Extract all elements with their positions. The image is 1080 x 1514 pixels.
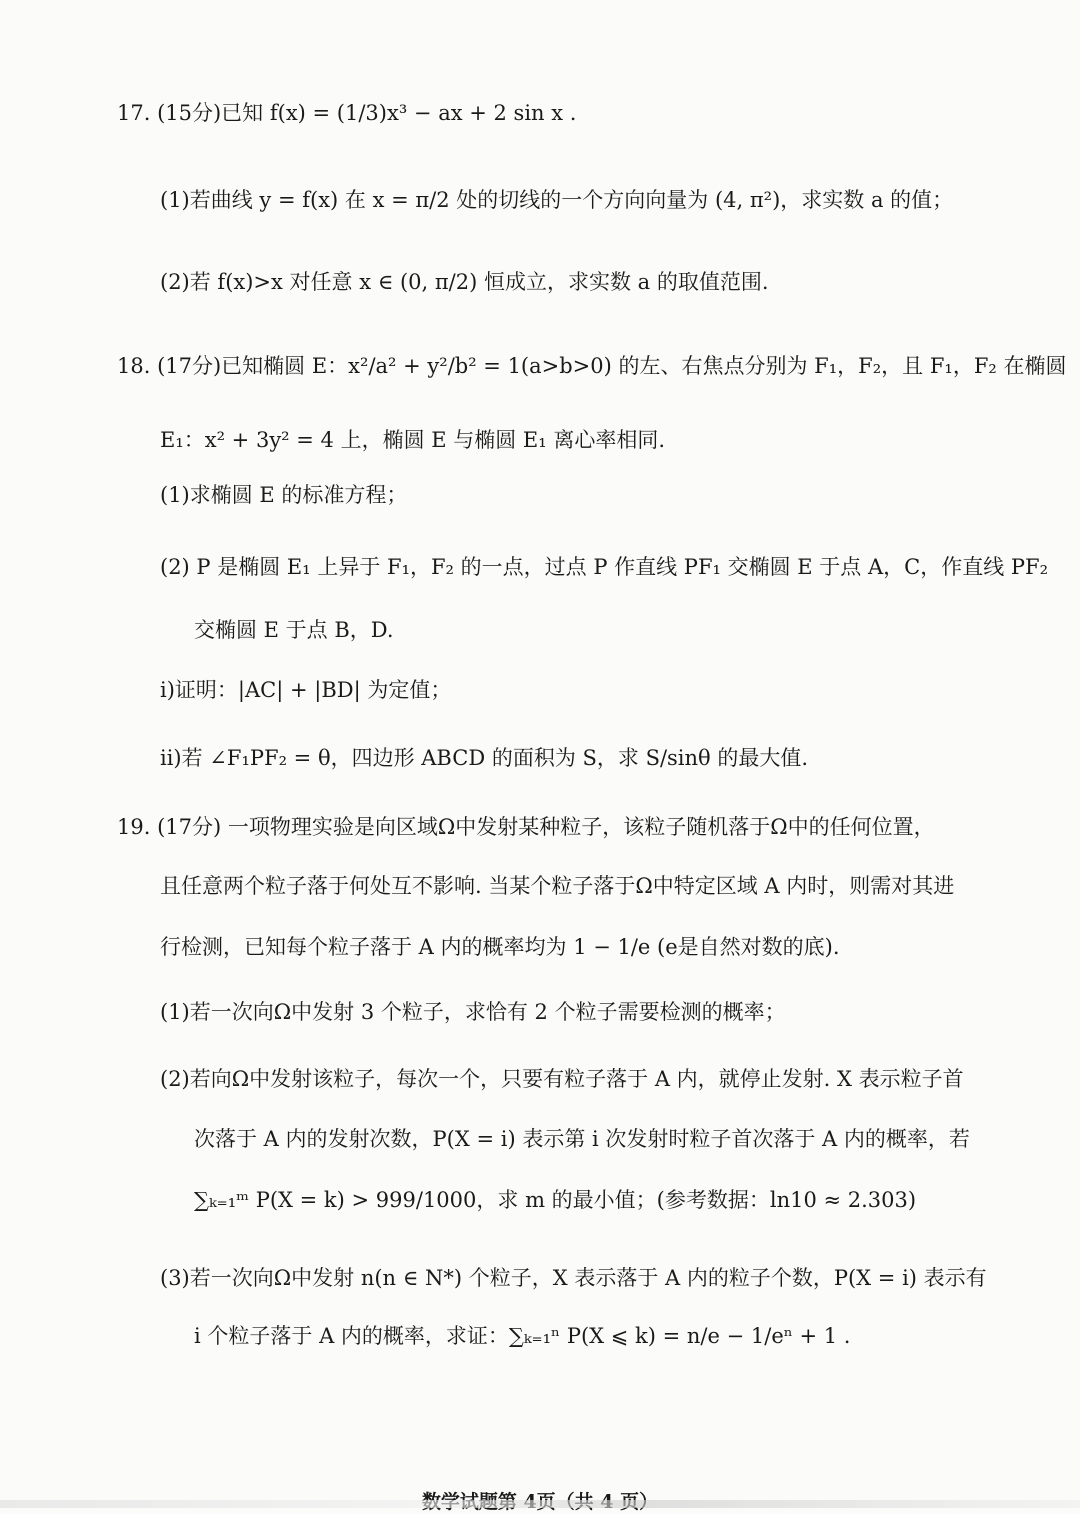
q18-stem-line1: 18. (17分)已知椭圆 E：x²/a² + y²/b² = 1(a>b>0) 的左、右焦点分别为 F₁，F₂，且 F₁，F₂ 在椭圆 bbox=[117, 354, 1067, 378]
q19-part3-line2: i 个粒子落于 A 内的概率，求证：∑ₖ₌₁ⁿ P(X ⩽ k) = n/e − 1/eⁿ + 1 . bbox=[194, 1324, 851, 1348]
q19-part3-line1: (3)若一次向Ω中发射 n(n ∈ N*) 个粒子，X 表示落于 A 内的粒子个数，P(X = i) 表示有 bbox=[160, 1266, 987, 1290]
q17-part1: (1)若曲线 y = f(x) 在 x = π/2 处的切线的一个方向向量为 (4, π²)，求实数 a 的值； bbox=[160, 188, 954, 212]
q18-part2-i: ⅰ)证明：|AC| + |BD| 为定值； bbox=[160, 678, 452, 702]
q19-part2-line3: ∑ₖ₌₁ᵐ P(X = k) > 999/1000，求 m 的最小值；(参考数据：ln10 ≈ 2.303) bbox=[194, 1188, 917, 1212]
q17-stem: 17. (15分)已知 f(x) = (1/3)x³ − ax + 2 sin x . bbox=[117, 101, 577, 125]
q19-stem-line2: 且任意两个粒子落于何处互不影响. 当某个粒子落于Ω中特定区域 A 内时，则需对其进 bbox=[160, 874, 955, 898]
scan-smudge bbox=[0, 1500, 1080, 1508]
q19-part1: (1)若一次向Ω中发射 3 个粒子，求恰有 2 个粒子需要检测的概率； bbox=[160, 1000, 786, 1024]
q19-part2-line2: 次落于 A 内的发射次数，P(X = i) 表示第 i 次发射时粒子首次落于 A 内的概率，若 bbox=[194, 1127, 970, 1151]
q18-part2-line2: 交椭圆 E 于点 B，D. bbox=[194, 618, 394, 642]
q18-part2-ii: ⅱ)若 ∠F₁PF₂ = θ，四边形 ABCD 的面积为 S，求 S/sinθ 的最大值. bbox=[160, 746, 809, 770]
q18-part1: (1)求椭圆 E 的标准方程； bbox=[160, 483, 408, 507]
q18-part2-line1: (2) P 是椭圆 E₁ 上异于 F₁，F₂ 的一点，过点 P 作直线 PF₁ 交椭圆 E 于点 A，C，作直线 PF₂ bbox=[160, 555, 1048, 579]
q17-part2: (2)若 f(x)>x 对任意 x ∈ (0, π/2) 恒成立，求实数 a 的取值范围. bbox=[160, 270, 769, 294]
q19-stem-line3: 行检测，已知每个粒子落于 A 内的概率均为 1 − 1/e (e是自然对数的底). bbox=[160, 935, 840, 959]
q19-stem-line1: 19. (17分) 一项物理实验是向区域Ω中发射某种粒子，该粒子随机落于Ω中的任何位置， bbox=[117, 815, 935, 839]
q19-part2-line1: (2)若向Ω中发射该粒子，每次一个，只要有粒子落于 A 内，就停止发射. X 表示粒子首 bbox=[160, 1067, 964, 1091]
q18-stem-line2: E₁：x² + 3y² = 4 上，椭圆 E 与椭圆 E₁ 离心率相同. bbox=[160, 428, 666, 452]
